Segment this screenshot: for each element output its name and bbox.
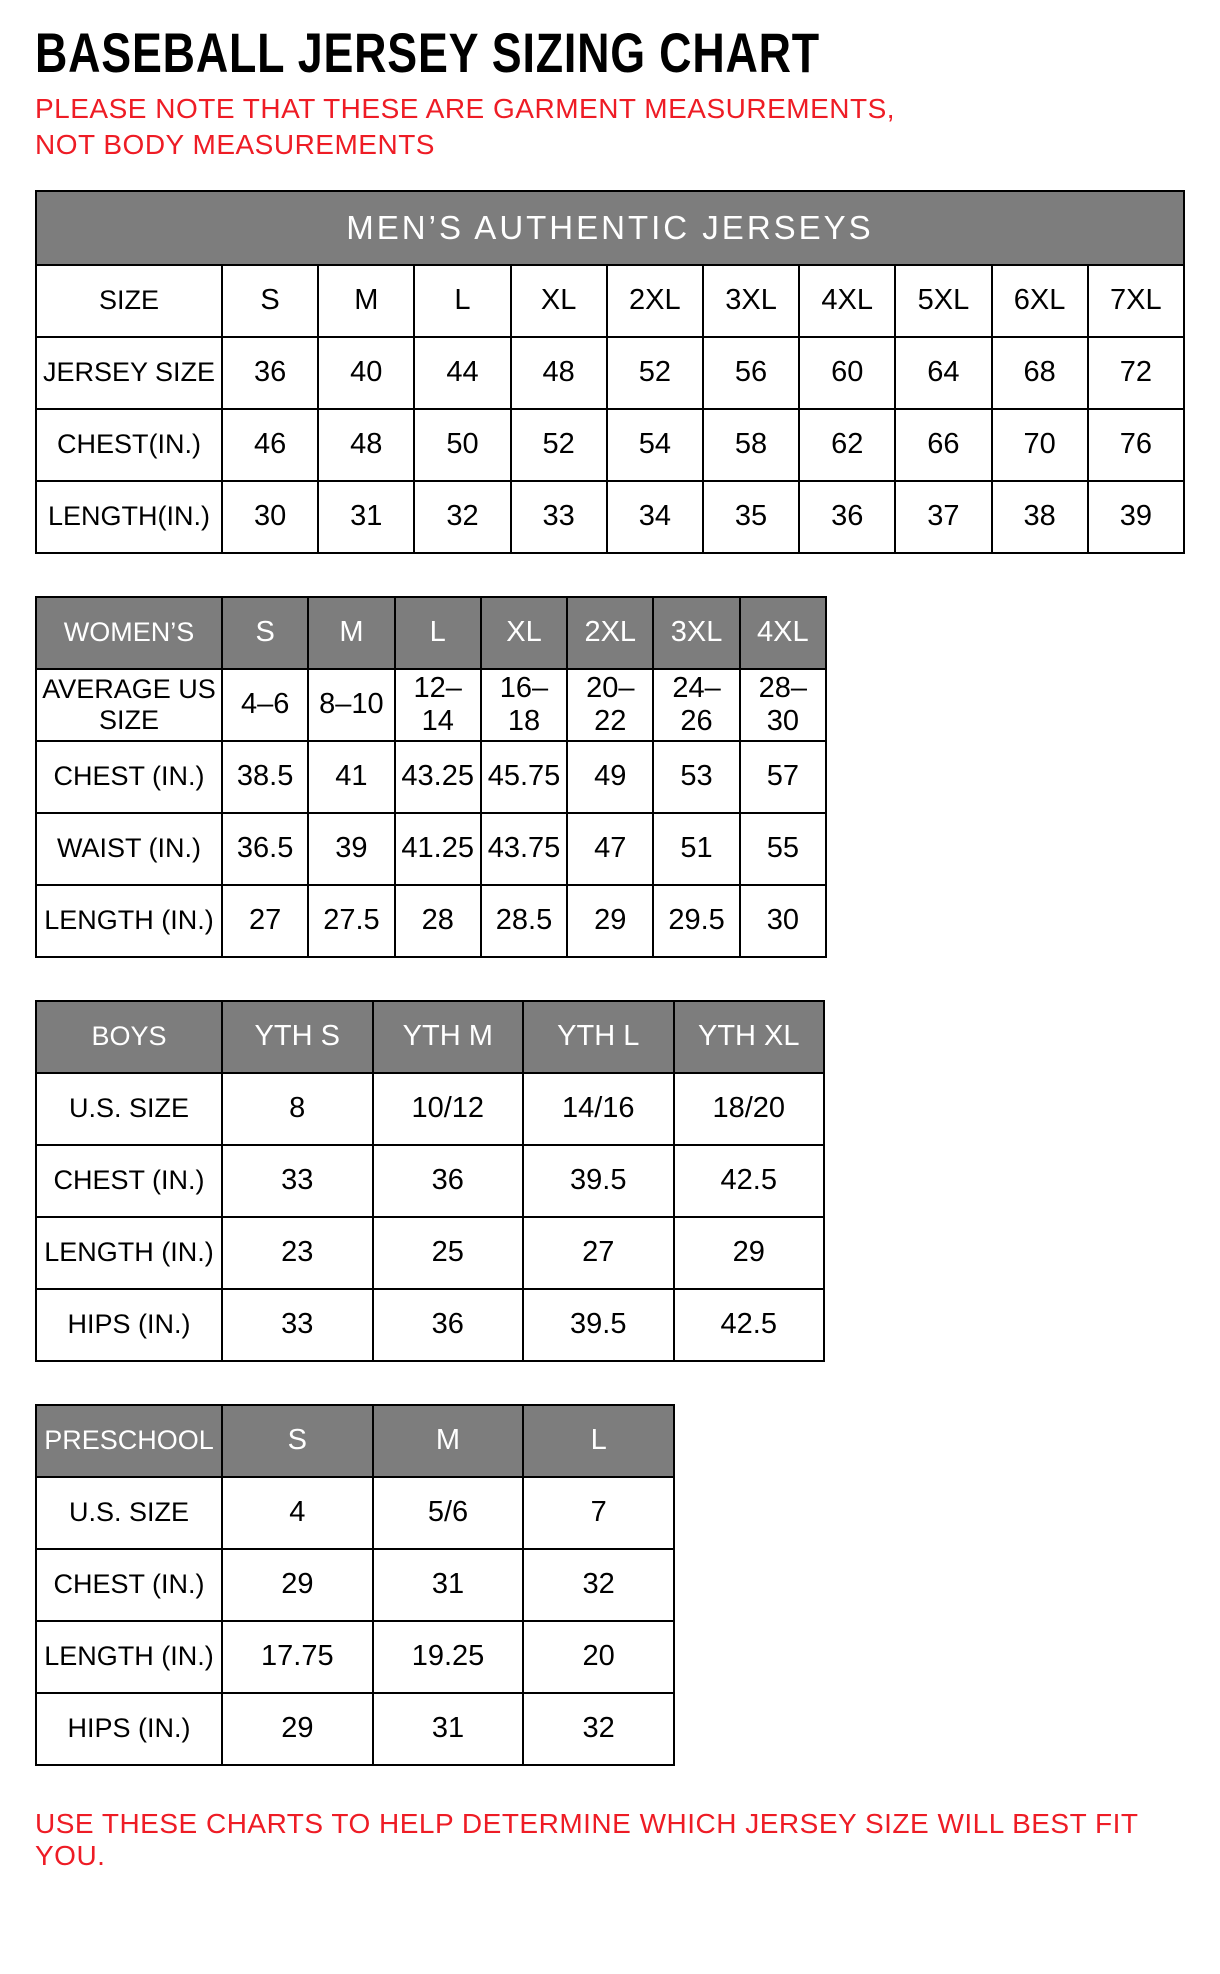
column-header: M xyxy=(308,597,394,669)
table-cell: 36 xyxy=(373,1289,524,1361)
table-cell: 16–18 xyxy=(481,669,567,741)
table-cell: 70 xyxy=(992,409,1088,481)
table-cell: 68 xyxy=(992,337,1088,409)
table-cell: 4–6 xyxy=(222,669,308,741)
table-cell: 5/6 xyxy=(373,1477,524,1549)
table-cell: 57 xyxy=(740,741,826,813)
table-cell: 18/20 xyxy=(674,1073,825,1145)
page-title-text: BASEBALL JERSEY SIZING CHART xyxy=(35,21,820,84)
table-cell: 37 xyxy=(895,481,991,553)
column-header: S xyxy=(222,1405,373,1477)
row-label: LENGTH (IN.) xyxy=(36,885,222,957)
table-cell: 27 xyxy=(222,885,308,957)
table-cell: 14/16 xyxy=(523,1073,674,1145)
table-cell: 62 xyxy=(799,409,895,481)
table-cell: 3XL xyxy=(703,265,799,337)
table-row xyxy=(36,481,1184,553)
row-label: SIZE xyxy=(36,265,222,337)
row-label: CHEST(IN.) xyxy=(36,409,222,481)
column-header: L xyxy=(523,1405,674,1477)
table-cell: 28–30 xyxy=(740,669,826,741)
table-cell: 43.25 xyxy=(395,741,481,813)
table-cell: 25 xyxy=(373,1217,524,1289)
table-cell: 30 xyxy=(222,481,318,553)
table-cell: 41 xyxy=(308,741,394,813)
table-cell: 51 xyxy=(653,813,739,885)
table-row xyxy=(36,1621,674,1693)
table-cell: 28.5 xyxy=(481,885,567,957)
mens-table-title: MEN’S AUTHENTIC JERSEYS xyxy=(36,191,1184,265)
row-label: LENGTH (IN.) xyxy=(36,1621,222,1693)
table-cell: 6XL xyxy=(992,265,1088,337)
table-cell: 2XL xyxy=(607,265,703,337)
row-label: LENGTH (IN.) xyxy=(36,1217,222,1289)
table-cell: 43.75 xyxy=(481,813,567,885)
table-cell: 34 xyxy=(607,481,703,553)
table-cell: 48 xyxy=(511,337,607,409)
womens-header-row xyxy=(36,597,826,669)
page-title xyxy=(35,21,1185,84)
row-label: WAIST (IN.) xyxy=(36,813,222,885)
table-cell: 24–26 xyxy=(653,669,739,741)
table-row xyxy=(36,813,826,885)
preschool-header-row xyxy=(36,1405,674,1477)
column-header: 3XL xyxy=(653,597,739,669)
table-cell: 60 xyxy=(799,337,895,409)
table-cell: 12–14 xyxy=(395,669,481,741)
table-row xyxy=(36,1477,674,1549)
column-header: M xyxy=(373,1405,524,1477)
column-header: L xyxy=(395,597,481,669)
table-cell: 36 xyxy=(222,337,318,409)
table-cell: S xyxy=(222,265,318,337)
row-label: HIPS (IN.) xyxy=(36,1693,222,1765)
row-label: LENGTH(IN.) xyxy=(36,481,222,553)
row-label: U.S. SIZE xyxy=(36,1073,222,1145)
table-cell: 23 xyxy=(222,1217,373,1289)
table-cell: L xyxy=(414,265,510,337)
table-cell: 39.5 xyxy=(523,1289,674,1361)
column-header: YTH L xyxy=(523,1001,674,1073)
table-cell: 17.75 xyxy=(222,1621,373,1693)
row-label: CHEST (IN.) xyxy=(36,741,222,813)
column-header: YTH S xyxy=(222,1001,373,1073)
table-row xyxy=(36,1549,674,1621)
table-cell: 41.25 xyxy=(395,813,481,885)
table-cell: 27 xyxy=(523,1217,674,1289)
table-row xyxy=(36,1145,824,1217)
table-cell: 48 xyxy=(318,409,414,481)
mens-title-row xyxy=(36,191,1184,265)
table-cell: 64 xyxy=(895,337,991,409)
table-cell: 8 xyxy=(222,1073,373,1145)
table-cell: 36.5 xyxy=(222,813,308,885)
table-cell: 28 xyxy=(395,885,481,957)
table-cell: 53 xyxy=(653,741,739,813)
table-cell: 20–22 xyxy=(567,669,653,741)
table-cell: 50 xyxy=(414,409,510,481)
table-row xyxy=(36,1217,824,1289)
boys-header-row xyxy=(36,1001,824,1073)
womens-header-label: WOMEN’S xyxy=(36,597,222,669)
boys-sizing-table xyxy=(35,1000,825,1362)
table-cell: 8–10 xyxy=(308,669,394,741)
table-cell: 31 xyxy=(318,481,414,553)
womens-sizing-table xyxy=(35,596,827,958)
table-cell: 42.5 xyxy=(674,1289,825,1361)
table-cell: 29 xyxy=(222,1549,373,1621)
table-cell: 47 xyxy=(567,813,653,885)
table-cell: M xyxy=(318,265,414,337)
table-cell: 5XL xyxy=(895,265,991,337)
mens-sizing-table xyxy=(35,190,1185,554)
table-cell: 42.5 xyxy=(674,1145,825,1217)
column-header: 2XL xyxy=(567,597,653,669)
table-cell: 72 xyxy=(1088,337,1184,409)
table-cell: XL xyxy=(511,265,607,337)
table-cell: 19.25 xyxy=(373,1621,524,1693)
table-cell: 32 xyxy=(523,1549,674,1621)
table-cell: 76 xyxy=(1088,409,1184,481)
preschool-sizing-table xyxy=(35,1404,675,1766)
table-cell: 10/12 xyxy=(373,1073,524,1145)
table-cell: 7XL xyxy=(1088,265,1184,337)
column-header: S xyxy=(222,597,308,669)
garment-measurements-note: PLEASE NOTE THAT THESE ARE GARMENT MEASUREMENTS, NOT BODY MEASUREMENTS xyxy=(35,92,896,161)
table-row xyxy=(36,1289,824,1361)
table-cell: 7 xyxy=(523,1477,674,1549)
table-row xyxy=(36,1073,824,1145)
table-cell: 35 xyxy=(703,481,799,553)
table-cell: 36 xyxy=(799,481,895,553)
table-row xyxy=(36,265,1184,337)
table-row xyxy=(36,885,826,957)
table-cell: 49 xyxy=(567,741,653,813)
table-cell: 39.5 xyxy=(523,1145,674,1217)
row-label: AVERAGE US SIZE xyxy=(36,669,222,741)
table-cell: 29 xyxy=(674,1217,825,1289)
row-label: JERSEY SIZE xyxy=(36,337,222,409)
table-cell: 4 xyxy=(222,1477,373,1549)
table-cell: 33 xyxy=(511,481,607,553)
table-cell: 46 xyxy=(222,409,318,481)
table-cell: 66 xyxy=(895,409,991,481)
table-cell: 38.5 xyxy=(222,741,308,813)
table-cell: 32 xyxy=(523,1693,674,1765)
table-cell: 56 xyxy=(703,337,799,409)
table-cell: 29 xyxy=(567,885,653,957)
table-cell: 20 xyxy=(523,1621,674,1693)
table-cell: 29.5 xyxy=(653,885,739,957)
row-label: U.S. SIZE xyxy=(36,1477,222,1549)
table-cell: 38 xyxy=(992,481,1088,553)
table-cell: 36 xyxy=(373,1145,524,1217)
table-cell: 39 xyxy=(308,813,394,885)
preschool-header-label: PRESCHOOL xyxy=(36,1405,222,1477)
table-cell: 33 xyxy=(222,1289,373,1361)
table-cell: 33 xyxy=(222,1145,373,1217)
table-cell: 32 xyxy=(414,481,510,553)
table-cell: 40 xyxy=(318,337,414,409)
row-label: CHEST (IN.) xyxy=(36,1549,222,1621)
row-label: CHEST (IN.) xyxy=(36,1145,222,1217)
table-row xyxy=(36,409,1184,481)
fit-advice-note: USE THESE CHARTS TO HELP DETERMINE WHICH JERSEY SIZE WILL BEST FIT YOU. xyxy=(35,1807,1138,1871)
table-row xyxy=(36,1693,674,1765)
table-cell: 52 xyxy=(607,337,703,409)
table-row xyxy=(36,741,826,813)
boys-header-label: BOYS xyxy=(36,1001,222,1073)
table-cell: 58 xyxy=(703,409,799,481)
table-cell: 54 xyxy=(607,409,703,481)
column-header: YTH XL xyxy=(674,1001,825,1073)
table-cell: 44 xyxy=(414,337,510,409)
table-cell: 31 xyxy=(373,1693,524,1765)
table-row xyxy=(36,669,826,741)
table-cell: 30 xyxy=(740,885,826,957)
column-header: YTH M xyxy=(373,1001,524,1073)
table-cell: 52 xyxy=(511,409,607,481)
row-label: HIPS (IN.) xyxy=(36,1289,222,1361)
column-header: XL xyxy=(481,597,567,669)
table-cell: 4XL xyxy=(799,265,895,337)
table-cell: 39 xyxy=(1088,481,1184,553)
table-cell: 31 xyxy=(373,1549,524,1621)
table-cell: 55 xyxy=(740,813,826,885)
table-cell: 29 xyxy=(222,1693,373,1765)
table-row xyxy=(36,337,1184,409)
table-cell: 45.75 xyxy=(481,741,567,813)
column-header: 4XL xyxy=(740,597,826,669)
table-cell: 27.5 xyxy=(308,885,394,957)
